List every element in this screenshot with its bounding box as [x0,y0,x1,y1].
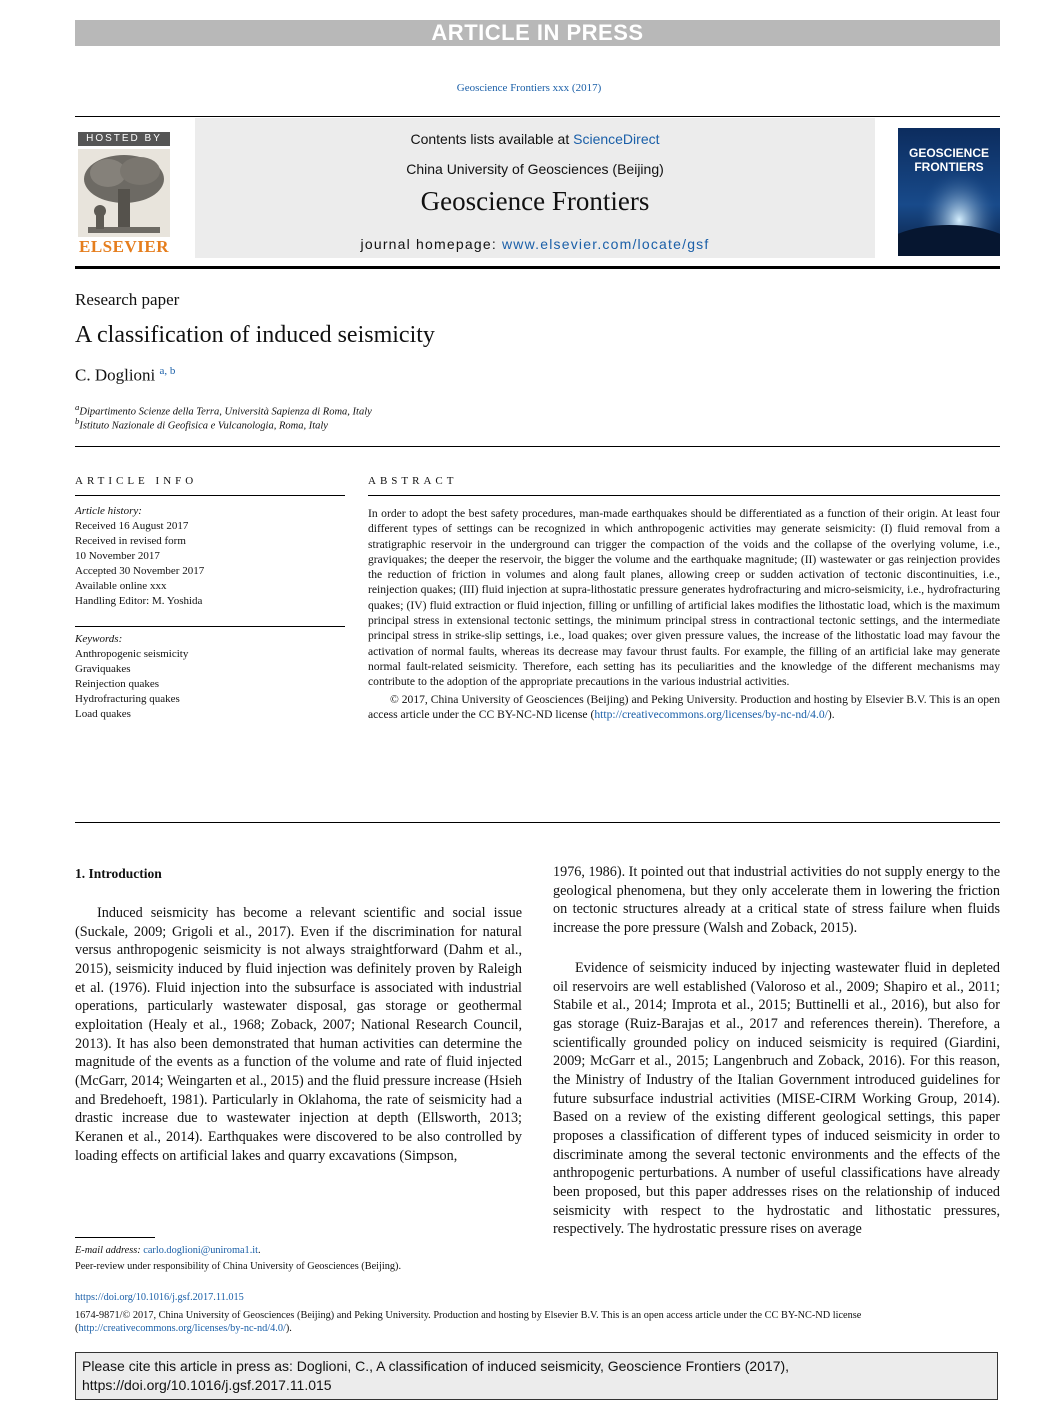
article-history: Article history: Received 16 August 2017 Received in revised form 10 November 2017 Accepted 30 November 2017 Available online xxx Handling Editor: M. Yoshida [75,505,205,607]
keyword: Anthropogenic seismicity [75,648,189,660]
peer-review-note: Peer-review under responsibility of China University of Geosciences (Beijing). [75,1261,402,1272]
intro-right-paragraph-2: Evidence of seismicity induced by injecting wastewater fluid in depleted oil reservoirs are well established (Valoroso et al., 2009; Shapiro et al., 2011; Stabile et al., 2014; Improta et al., 2015; Buttinelli et al., 2016), but also for gas storage (Ruiz-Barajas et al., 2017 and references therein). Therefore, a scientifically grounded policy on induced seismicity is required (Giardini, 2009; McGarr et al., 2015; Langenbruch and Zoback, 2016). For this reason, the Ministry of Industry of the Italian Government introduced guidelines for future subsurface industrial activities (MISE-CIRM Working Group, 2014). Based on a review of the existing different geological settings, this paper proposes a classification of different types of induced seismicity in order to discriminate among the several tectonic environments and the effects of the anthropogenic perturbations. A number of useful classifications have already been proposed, but this paper addresses rises on the relationship of induced seismicity with respect to the hydrostatic and lithostatic pressures, respectively. The hydrostatic pressure rises on average [553,960,1000,1238]
title-rule [75,446,1000,447]
license-link[interactable]: http://creativecommons.org/licenses/by-nc-nd/4.0/ [594,707,828,721]
keyword: Load quakes [75,708,131,720]
abstract-copyright: © 2017, China University of Geosciences (Beijing) and Peking University. Production and hosting by Elsevier B.V. This is an open access article under the CC BY-NC-ND license (http://creativecommons.org/licenses/by-nc-nd/4.0/). [368,692,1000,721]
keywords-rule [75,626,345,627]
elsevier-logo [78,132,170,257]
journal-reference[interactable]: Geoscience Frontiers xxx (2017) [456,82,602,94]
issn-license-link[interactable]: http://creativecommons.org/licenses/by-nc-nd/4.0/ [78,1323,286,1335]
tree-icon [78,149,170,237]
sciencedirect-link[interactable]: ScienceDirect [573,131,660,147]
keywords: Keywords: Anthropogenic seismicity Graviquakes Reinjection quakes Hydrofracturing quakes Load quakes [75,633,189,720]
header-bottom-rule [75,266,1000,269]
abstract-rule [368,495,1000,496]
journal-header [195,118,875,258]
section-heading-introduction: 1. Introduction [75,866,162,881]
history-item: Accepted 30 November 2017 [75,565,205,577]
author-name: C. Doglioni [75,365,156,385]
issn-copyright: 1674-9871/© 2017, China University of Geosciences (Beijing) and Peking University. Production and hosting by Elsevier B.V. This is an open access article under the CC BY-NC-ND license (http://creativecommons.org/licenses/by-nc-nd/4.0/). [75,1310,862,1335]
intro-left-paragraph: Induced seismicity has become a relevant scientific and social issue (Suckale, 2009; Grigoli et al., 2017). Even if the discrimination for natural versus anthropogenic seismicity is not always straightforward (Dahm et al., 2015), seismicity induced by fluid injection was definitely proven by Raleigh et al. (1976). Fluid injection into the subsurface is associated with industrial operations, particularly wastewater disposal, gas storage or geothermal exploitation (Healy et al., 1968; Zoback, 2007; National Research Council, 2013). It has also been demonstrated that human activities can determine the magnitude of the events as a function of the volume and rate of fluid injected (McGarr, 2014; Weingarten et al., 2015) and the fluid pressure increase (Hsieh and Bredehoeft, 1981). Particularly in Oklahoma, the rate of seismicity had a drastic increase due to wastewater injection at depth (Ellsworth, 2013; Keranen et al., 2014). Earthquakes were discovered to be also controlled by loading effects on artificial lakes and quarry excavations (Simpson, [75,905,522,1164]
email-footnote: E-mail address: carlo.doglioni@uniroma1.it. [75,1245,261,1256]
keyword: Hydrofracturing quakes [75,693,180,705]
affiliation-b: $^b$Istituto Nazionale di Geofisica e Vulcanologia, Roma, Italy [75,416,328,432]
history-item: Received 16 August 2017 [75,520,189,532]
abstract-text: In order to adopt the best safety procedures, man-made earthquakes should be differentiated as a function of their origin. At least four different types of settings can be recognized in which anthropogenic activities may generate seismicity: (I) fluid removal from a stratigraphic reservoir in the underground can trigger the compaction of the voids and the collapse of the overlying volume, i.e., graviquakes; the deeper the reservoir, the bigger the volume and the earthquake magnitude; (II) wastewater or gas reinjection provides the reduction of friction in volumes and along fault planes, allowing creep or sudden activation of tectonic discontinuities, i.e., reinjection quakes; (III) fluid injection at supra-lithostatic pressure generates hydrofracturing and micro-seismicity, i.e., hydrofracturing quakes; (IV) fluid extraction or fluid injection, filling or unfilling of artificial lakes modifies the lithostatic load, which is the maximum principal stress in extensional tectonic settings, the minimum principal stress in contractional tectonic settings, and the intermediate principal stress in strike-slip settings, i.e., load quakes; over given pressure values, the increase of the lithostatic load may favour the activation of normal faults, whereas its decrease may favour thrust faults. For example, the filling of an artificial lake may generate normal fault-related seismicity. Therefore, each setting has its peculiarities and the knowledge of the different mechanisms may contribute to the adoption of the appropriate precautions in the various industrial activities. [368,507,1000,689]
article-title: A classification of induced seismicity [75,322,435,348]
keyword: Reinjection quakes [75,678,160,690]
footnote-rule [75,1237,155,1238]
homepage-link[interactable]: www.elsevier.com/locate/gsf [502,236,710,252]
email-link[interactable]: carlo.doglioni@uniroma1.it [143,1245,258,1256]
cover-title: GEOSCIENCE FRONTIERS [908,146,989,174]
history-item: Received in revised form [75,535,186,547]
abstract-heading: ABSTRACT [368,475,458,487]
hosted-by-label: HOSTED BY [78,132,170,146]
abstract-bottom-rule [75,822,1000,823]
affiliation-a: $^a$Dipartimento Scienze della Terra, Università Sapienza di Roma, Italy [75,402,372,418]
journal-cover [898,128,1000,256]
contents-line: Contents lists available at ScienceDirect [410,131,660,147]
article-in-press-banner: ARTICLE IN PRESS [75,20,1000,46]
article-info-rule [75,495,345,496]
journal-homepage: journal homepage: www.elsevier.com/locate/gsf [360,236,710,252]
intro-right-paragraph-1: 1976, 1986). It pointed out that industrial activities do not supply energy to the geological phenomena, but they only accelerate them in lowering the friction on tectonic structures already at a critical state of stress failure when fluids increase the pore pressure (Walsh and Zoback, 2015). [553,864,1000,936]
journal-title: Geoscience Frontiers [420,186,650,216]
elsevier-wordmark: ELSEVIER [79,237,169,256]
author-line [75,365,175,386]
header-top-rule [75,116,1000,117]
citation-box: Please cite this article in press as: Doglioni, C., A classification of induced seismicity, Geoscience Frontiers (2017), https://doi.org/10.1016/j.gsf.2017.11.015 [75,1352,998,1400]
article-type: Research paper [75,290,180,309]
history-item: 10 November 2017 [75,550,160,562]
article-info-heading: ARTICLE INFO [75,475,198,487]
abstract-body [368,506,1000,722]
author-affiliation-marks[interactable]: a, b [159,365,176,377]
history-item: Handling Editor: M. Yoshida [75,595,203,607]
history-item: Available online xxx [75,580,167,592]
doi-link[interactable]: https://doi.org/10.1016/j.gsf.2017.11.015 [75,1292,244,1303]
institution-name: China University of Geosciences (Beijing) [406,161,664,177]
keyword: Graviquakes [75,663,131,675]
